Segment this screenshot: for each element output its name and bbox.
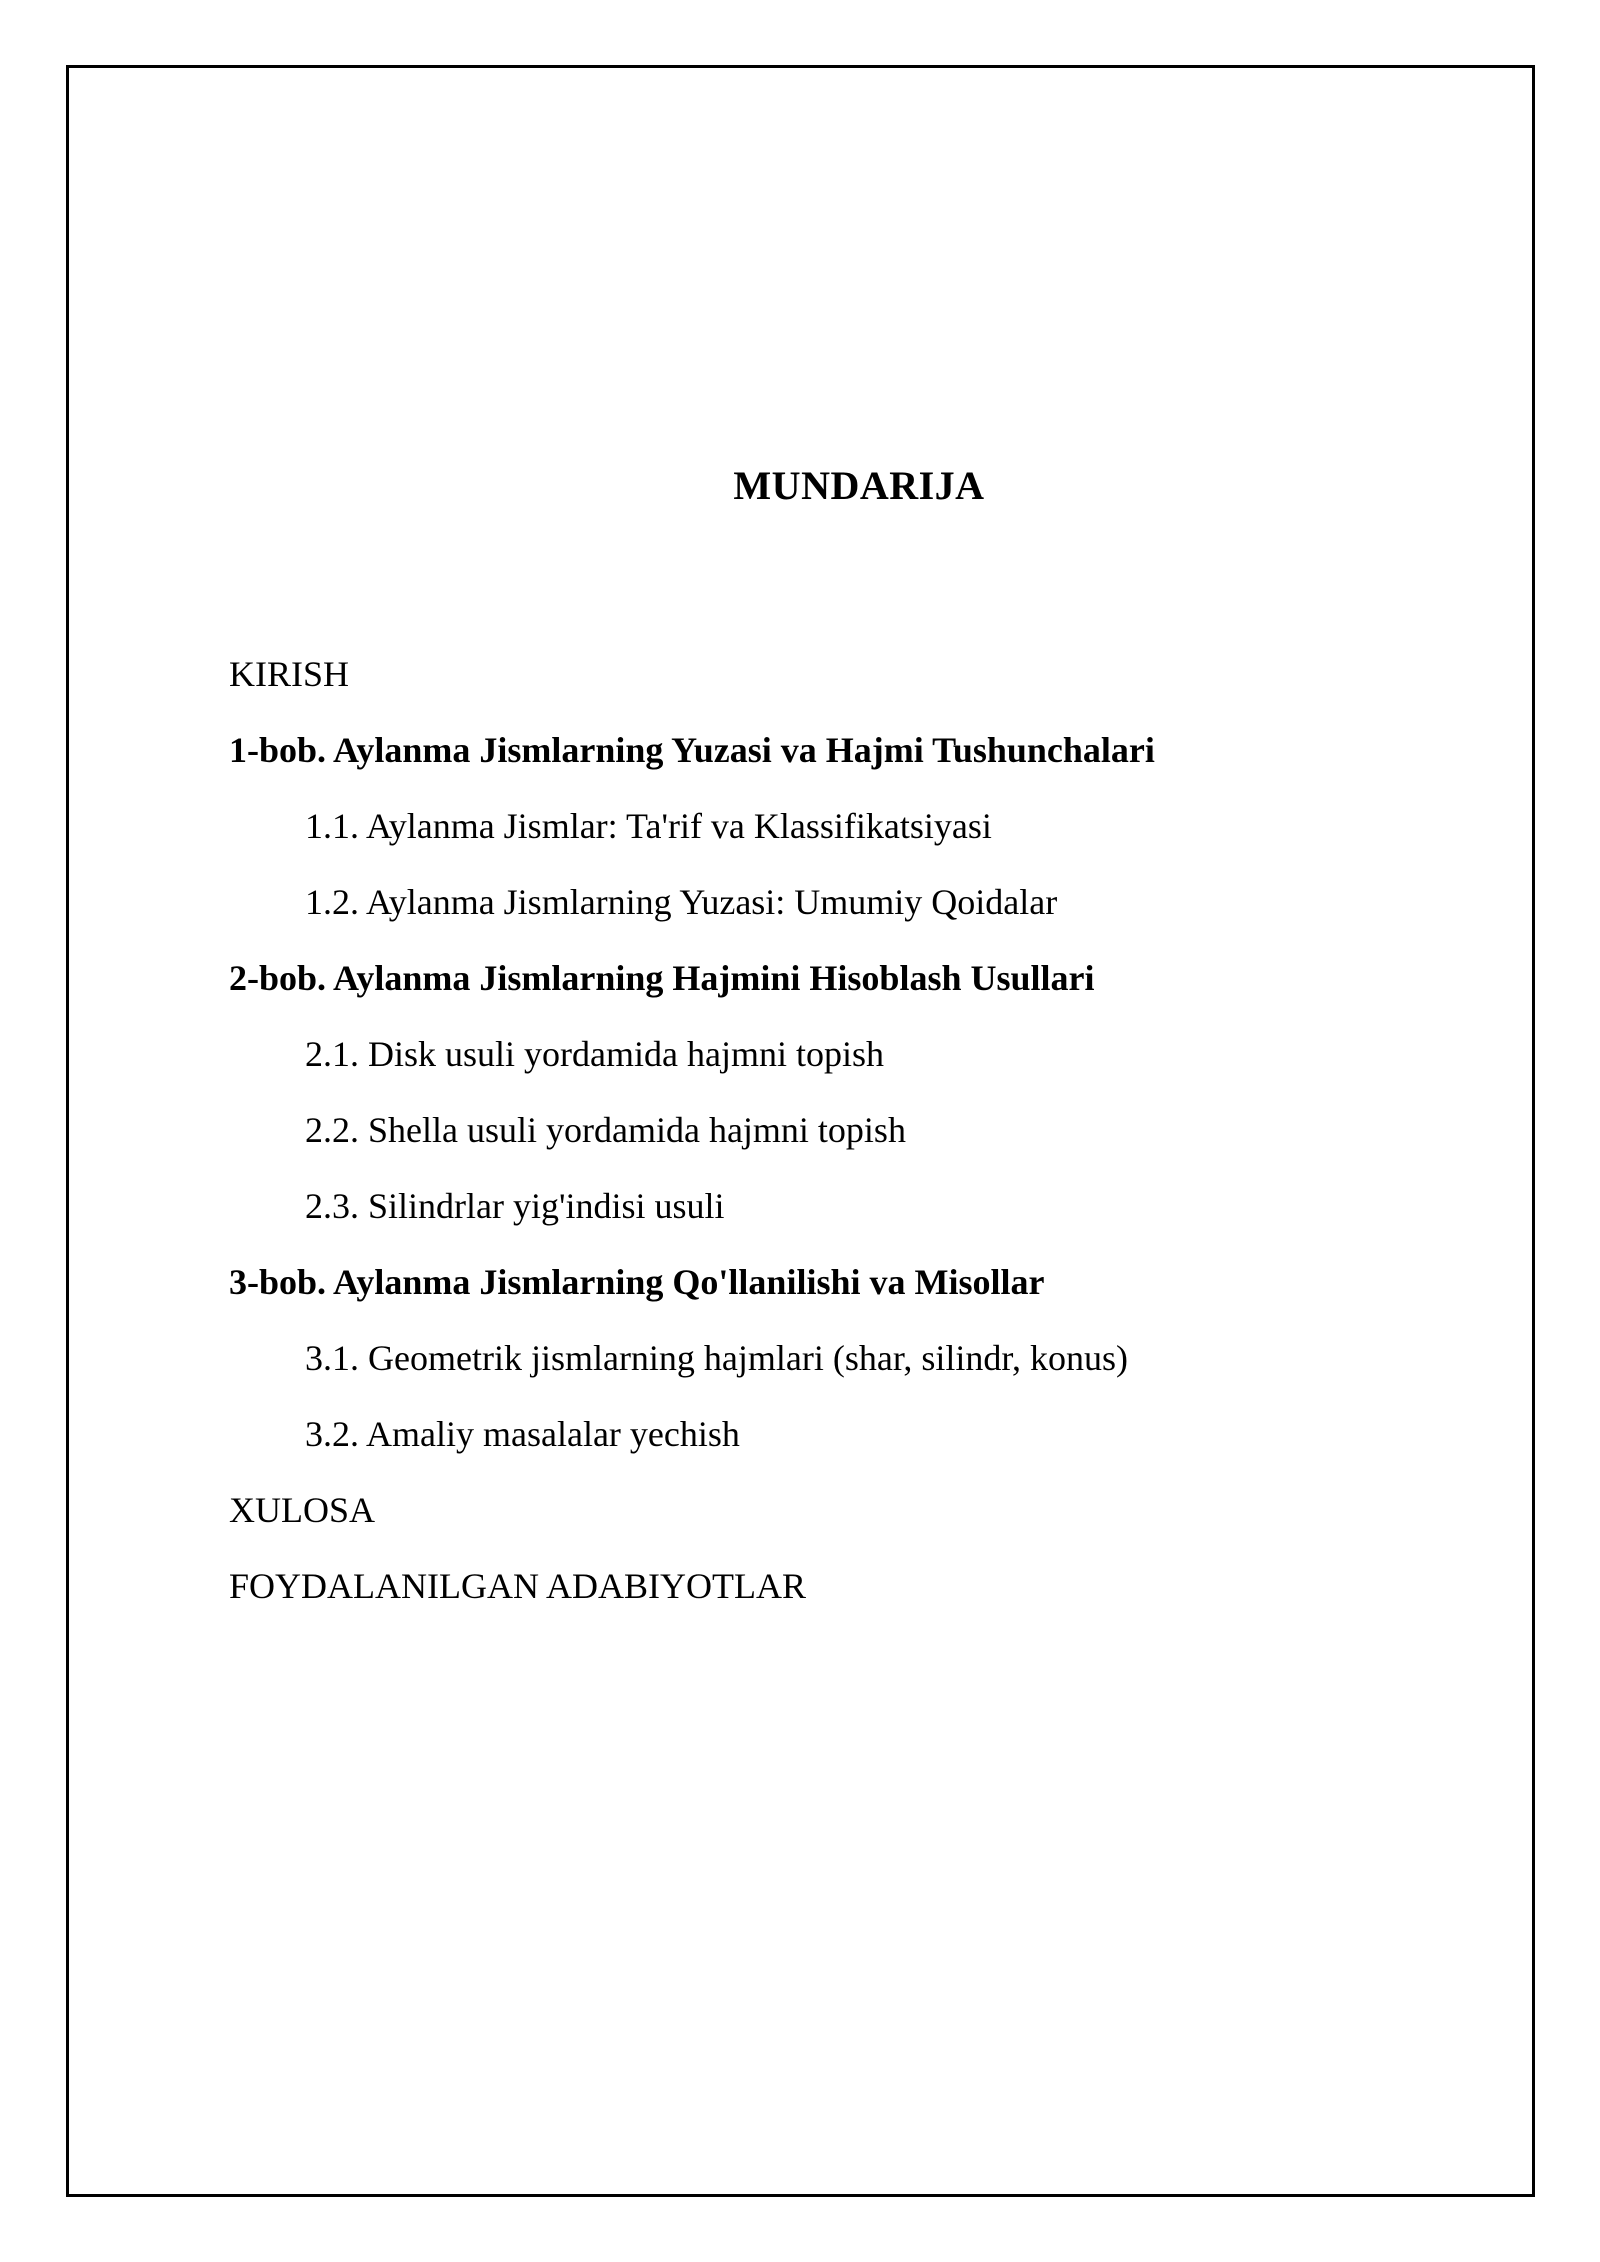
toc-section-3-2: 3.2. Amaliy masalalar yechish — [305, 1414, 740, 1454]
toc-entry-adabiyotlar: FOYDALANILGAN ADABIYOTLAR — [229, 1566, 806, 1606]
toc-section-3-1: 3.1. Geometrik jismlarning hajmlari (shar, silindr, konus) — [305, 1338, 1128, 1378]
toc-section-1-1: 1.1. Aylanma Jismlar: Ta'rif va Klassifikatsiyasi — [305, 806, 992, 846]
toc-section-2-1: 2.1. Disk usuli yordamida hajmni topish — [305, 1034, 884, 1074]
table-of-contents — [229, 636, 1479, 1624]
toc-chapter-1: 1-bob. Aylanma Jismlarning Yuzasi va Hajmi Tushunchalari — [229, 730, 1155, 770]
toc-section-2-3: 2.3. Silindrlar yig'indisi usuli — [305, 1186, 725, 1226]
toc-entry-kirish: KIRISH — [229, 654, 350, 694]
toc-chapter-2: 2-bob. Aylanma Jismlarning Hajmini Hisoblash Usullari — [229, 958, 1095, 998]
toc-section-1-2: 1.2. Aylanma Jismlarning Yuzasi: Umumiy Qoidalar — [305, 882, 1058, 922]
toc-chapter-3: 3-bob. Aylanma Jismlarning Qo'llanilishi va Misollar — [229, 1262, 1045, 1302]
toc-section-2-2: 2.2. Shella usuli yordamida hajmni topish — [305, 1110, 906, 1150]
toc-entry-xulosa: XULOSA — [229, 1490, 376, 1530]
page-title: MUNDARIJA — [733, 463, 985, 508]
